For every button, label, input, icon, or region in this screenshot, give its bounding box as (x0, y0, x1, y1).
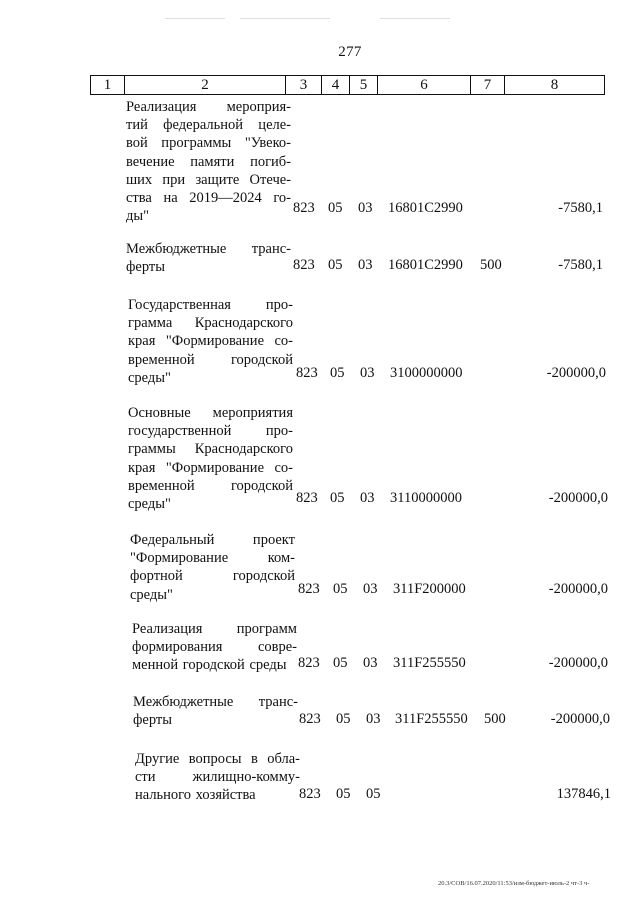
cell-target-article: 3110000000 (390, 490, 462, 506)
description-line: края "Формирование со- (128, 459, 293, 476)
description-line: края "Формирование со- (128, 333, 293, 350)
cell-amount: -200000,0 (548, 490, 608, 506)
description-line: Межбюджетные транс- (133, 694, 298, 710)
description-line: ства на 2019—2024 го- (126, 190, 291, 207)
description-line: вой программы "Увеко- (126, 135, 291, 152)
description-line: Реализация мероприя- (126, 99, 291, 115)
description-line: грамма Краснодарского (128, 315, 293, 332)
cell-section: 05 (333, 655, 348, 671)
col-2-header: 2 (125, 76, 286, 95)
cell-amount: -200000,0 (550, 711, 610, 727)
cell-target-article: 311F200000 (393, 581, 466, 597)
cell-section: 05 (330, 490, 345, 506)
cell-amount: -7580,1 (558, 257, 603, 273)
description-line: ферты (126, 259, 165, 276)
page-number: 277 (338, 44, 362, 60)
row-description (128, 404, 293, 513)
cell-subsection: 03 (360, 490, 375, 506)
table-header (90, 75, 605, 95)
scan-artifact (165, 18, 225, 19)
description-line: вечение памяти погиб- (126, 153, 291, 170)
row-description (126, 98, 291, 225)
cell-target-article: 311F255550 (393, 655, 466, 671)
col-1-header: 1 (91, 76, 125, 95)
row-description (132, 620, 297, 675)
cell-amount: -7580,1 (558, 200, 603, 216)
row-description (128, 296, 293, 387)
cell-ministry-code: 823 (296, 365, 318, 381)
description-line: ды" (126, 208, 150, 225)
row-description (135, 750, 300, 805)
cell-target-article: 3100000000 (390, 365, 463, 381)
header-row (91, 76, 605, 95)
cell-expense-type: 500 (480, 257, 502, 273)
cell-section: 05 (336, 711, 351, 727)
cell-target-article: 311F255550 (395, 711, 468, 727)
cell-ministry-code: 823 (298, 581, 320, 597)
description-line: Другие вопросы в обла- (135, 751, 300, 767)
description-line: Основные мероприятия (128, 405, 293, 421)
cell-ministry-code: 823 (293, 257, 315, 273)
description-line: Федеральный проект (130, 532, 295, 548)
col-5-header: 5 (350, 76, 378, 95)
description-line: среды" (130, 586, 173, 603)
description-line: ших при защите Отече- (126, 171, 291, 188)
description-line: "Формирование ком- (130, 550, 295, 567)
cell-ministry-code: 823 (296, 490, 318, 506)
col-7-header: 7 (471, 76, 505, 95)
cell-subsection: 03 (358, 200, 373, 216)
col-6-header: 6 (378, 76, 471, 95)
cell-subsection: 03 (360, 365, 375, 381)
cell-ministry-code: 823 (299, 711, 321, 727)
cell-amount: -200000,0 (548, 581, 608, 597)
col-4-header: 4 (322, 76, 350, 95)
cell-subsection: 03 (363, 581, 378, 597)
cell-subsection: 05 (366, 786, 381, 802)
row-description (126, 240, 291, 276)
description-line: граммы Краснодарского (128, 441, 293, 458)
cell-ministry-code: 823 (293, 200, 315, 216)
footer-stamp: 20.3/СОВ/16.07.2020/11:53/изм-бюджет-июль-2 чт-3 ч- (438, 880, 590, 887)
cell-amount: -200000,0 (546, 365, 606, 381)
cell-subsection: 03 (366, 711, 381, 727)
cell-section: 05 (330, 365, 345, 381)
row-description (130, 531, 295, 604)
description-line: сти жилищно-комму- (135, 769, 300, 786)
description-line: среды" (128, 496, 171, 513)
cell-ministry-code: 823 (299, 786, 321, 802)
cell-section: 05 (328, 200, 343, 216)
description-line: временной городской (128, 351, 293, 368)
col-3-header: 3 (286, 76, 322, 95)
cell-target-article: 16801С2990 (388, 257, 463, 273)
description-line: ферты (133, 712, 172, 729)
description-line: менной городской среды (132, 657, 287, 674)
cell-expense-type: 500 (484, 711, 506, 727)
description-line: среды" (128, 369, 171, 386)
cell-amount: -200000,0 (548, 655, 608, 671)
description-line: Государственная про- (128, 297, 293, 313)
cell-section: 05 (333, 581, 348, 597)
scan-artifact (380, 18, 450, 19)
description-line: Межбюджетные транс- (126, 241, 291, 257)
cell-subsection: 03 (363, 655, 378, 671)
cell-amount: 137846,1 (556, 786, 611, 802)
col-8-header: 8 (505, 76, 605, 95)
row-description (133, 693, 298, 729)
description-line: тий федеральной целе- (126, 117, 291, 134)
description-line: формирования совре- (132, 639, 297, 656)
cell-subsection: 03 (358, 257, 373, 273)
description-line: Реализация программ (132, 621, 297, 637)
scan-artifact (240, 18, 330, 19)
cell-target-article: 16801С2990 (388, 200, 463, 216)
cell-section: 05 (336, 786, 351, 802)
description-line: временной городской (128, 477, 293, 494)
description-line: государственной про- (128, 423, 293, 440)
cell-ministry-code: 823 (298, 655, 320, 671)
cell-section: 05 (328, 257, 343, 273)
description-line: фортной городской (130, 568, 295, 585)
description-line: нального хозяйства (135, 787, 256, 804)
